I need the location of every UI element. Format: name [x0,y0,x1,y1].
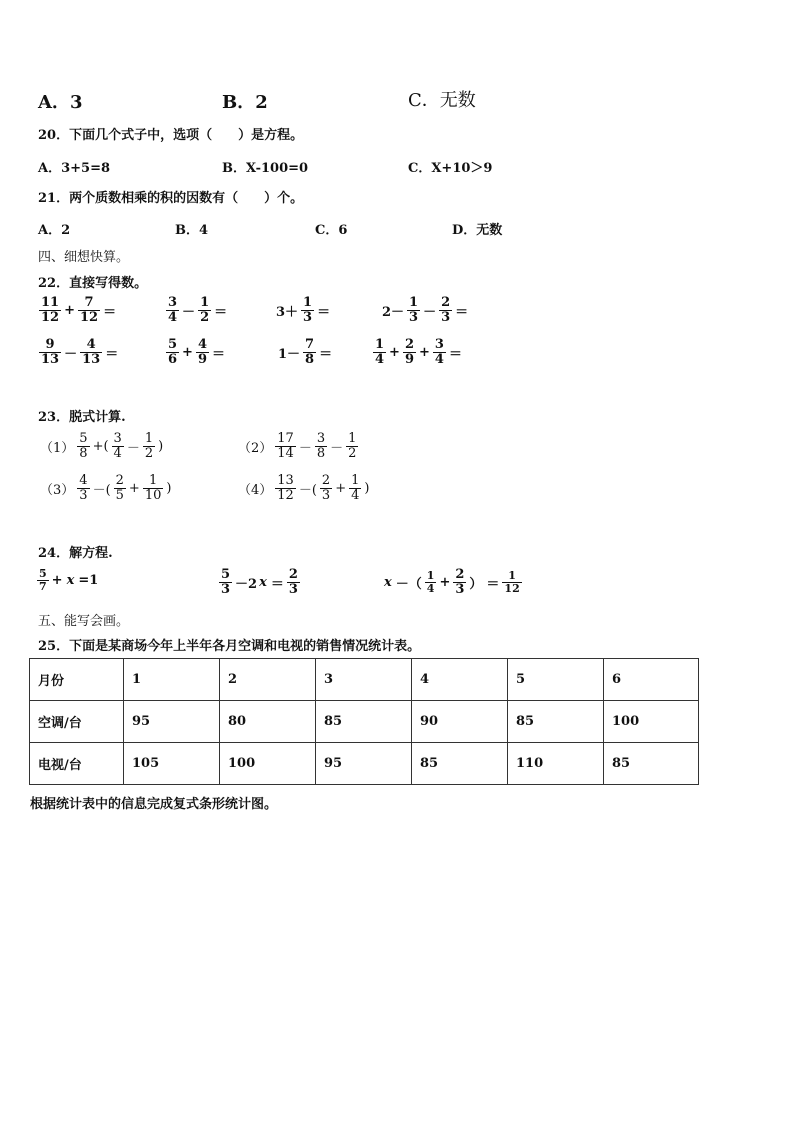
fraction: $\frac{4}{13}$ [82,337,101,368]
table-cell: 90 [412,701,508,743]
fraction: $\frac{17}{14}$ [277,431,294,462]
q23-item-1: （1） $\frac{5}{8}$ +( $\frac{3}{4}$ － $\frac{1}{2}$ ) [40,431,164,462]
table-cell: 3 [316,659,412,701]
q22-item-1: $\frac{11}{12}$ + $\frac{7}{12}$ ＝ [41,295,117,326]
fraction: $\frac{1}{10}$ [144,473,162,504]
table-cell: 95 [316,743,412,785]
table-row [30,659,699,701]
fraction: $\frac{1}{2}$ [348,431,357,462]
fraction: $\frac{1}{4}$ [375,337,385,368]
q20-option-c: C．X+10＞9 [408,161,493,176]
fraction: $\frac{2}{3}$ [441,295,451,326]
fraction: $\frac{1}{4}$ [351,473,360,504]
table-cell: 6 [604,659,699,701]
q21-option-a: A．2 [38,223,71,238]
q25-note: 根据统计表中的信息完成复式条形统计图。 [30,797,278,812]
sales-table [29,658,699,785]
fraction: $\frac{1}{2}$ [200,295,210,326]
q24-equation-1: $\frac{5}{7}$ + x =1 [39,567,99,594]
fraction: $\frac{2}{3}$ [455,567,465,598]
table-cell: 月份 [30,659,124,701]
q23-item-3: （3） $\frac{4}{3}$ －( $\frac{2}{5}$ + $\frac{1}{10}$ ) [40,473,172,504]
q24-equation-3: x －（ $\frac{1}{4}$ + $\frac{2}{3}$ ） ＝ $\frac{1}{12}$ [384,567,520,598]
fraction: $\frac{2}{3}$ [321,473,331,504]
table-cell: 2 [220,659,316,701]
q22-item-3: 3＋ $\frac{1}{3}$ ＝ [276,295,331,326]
q21-option-b: B．4 [175,223,209,238]
q20-option-b: B．X-100=0 [222,161,309,176]
table-row [30,743,699,785]
fraction: $\frac{5}{7}$ [39,567,47,594]
table-cell: 电视/台 [30,743,124,785]
q24-stem: 24．解方程. [38,546,113,561]
section-5-heading: 五、能写会画。 [38,614,130,629]
q23-stem: 23．脱式计算. [38,410,126,425]
q25-stem: 25．下面是某商场今年上半年各月空调和电视的销售情况统计表。 [38,639,421,654]
table-cell: 100 [604,701,699,743]
fraction: $\frac{1}{12}$ [504,569,520,596]
fraction: $\frac{1}{2}$ [144,431,154,462]
q19-option-a: A．3 [38,92,83,113]
table-cell: 1 [124,659,220,701]
fraction: $\frac{4}{9}$ [197,337,207,368]
fraction: $\frac{3}{4}$ [168,295,178,326]
fraction: $\frac{5}{6}$ [168,337,178,368]
fraction: $\frac{5}{3}$ [221,567,231,598]
fraction: $\frac{11}{12}$ [41,295,60,326]
q22-item-5: $\frac{9}{13}$ － $\frac{4}{13}$ ＝ [41,337,119,368]
table-cell: 105 [124,743,220,785]
fraction: $\frac{13}{12}$ [277,473,294,504]
fraction: $\frac{1}{3}$ [409,295,419,326]
table-cell: 85 [508,701,604,743]
fraction: $\frac{3}{4}$ [113,431,122,462]
q21-option-c: C．6 [315,223,348,238]
q22-item-2: $\frac{3}{4}$ － $\frac{1}{2}$ ＝ [168,295,228,326]
section-4-heading: 四、细想快算。 [38,250,130,265]
table-cell: 85 [604,743,699,785]
fraction: $\frac{5}{8}$ [79,431,88,462]
table-cell: 95 [124,701,220,743]
fraction: $\frac{2}{3}$ [288,567,298,598]
q21-stem: 21．两个质数相乘的积的因数有（ ）个。 [38,191,304,206]
fraction: $\frac{2}{5}$ [115,473,124,504]
table-cell: 5 [508,659,604,701]
q22-item-7: 1－ $\frac{7}{8}$ ＝ [278,337,333,368]
table-row [30,701,699,743]
q22-stem: 22．直接写得数。 [38,276,148,291]
table-cell: 85 [316,701,412,743]
fraction: $\frac{7}{8}$ [305,337,315,368]
q19-option-b: B．2 [222,92,268,113]
q23-item-2: （2） $\frac{17}{14}$ － $\frac{3}{8}$ － $\frac{1}{2}$ [238,431,357,462]
fraction: $\frac{1}{3}$ [303,295,313,326]
q24-equation-2: $\frac{5}{3}$ －2 x ＝ $\frac{2}{3}$ [221,567,298,598]
table-cell: 空调/台 [30,701,124,743]
fraction: $\frac{3}{4}$ [434,337,444,368]
fraction: $\frac{9}{13}$ [41,337,60,368]
q20-stem: 20．下面几个式子中，选项（ ）是方程。 [38,128,304,143]
fraction: $\frac{1}{4}$ [426,569,435,596]
fraction: $\frac{4}{3}$ [79,473,88,504]
table-cell: 100 [220,743,316,785]
q20-option-a: A．3+5=8 [38,161,111,176]
q23-item-4: （4） $\frac{13}{12}$ －( $\frac{2}{3}$ + $\frac{1}{4}$ ) [238,473,370,504]
q21-option-d: D．无数 [452,223,503,238]
q22-item-8: $\frac{1}{4}$ + $\frac{2}{9}$ + $\frac{3}{4}$ ＝ [375,337,462,368]
table-cell: 110 [508,743,604,785]
q19-option-c: C．无数 [408,90,476,111]
table-cell: 4 [412,659,508,701]
fraction: $\frac{3}{8}$ [316,431,326,462]
fraction: $\frac{2}{9}$ [404,337,414,368]
q22-item-6: $\frac{5}{6}$ + $\frac{4}{9}$ ＝ [168,337,226,368]
q22-item-4: 2－ $\frac{1}{3}$ － $\frac{2}{3}$ ＝ [382,295,469,326]
table-cell: 80 [220,701,316,743]
table-cell: 85 [412,743,508,785]
fraction: $\frac{7}{12}$ [80,295,99,326]
